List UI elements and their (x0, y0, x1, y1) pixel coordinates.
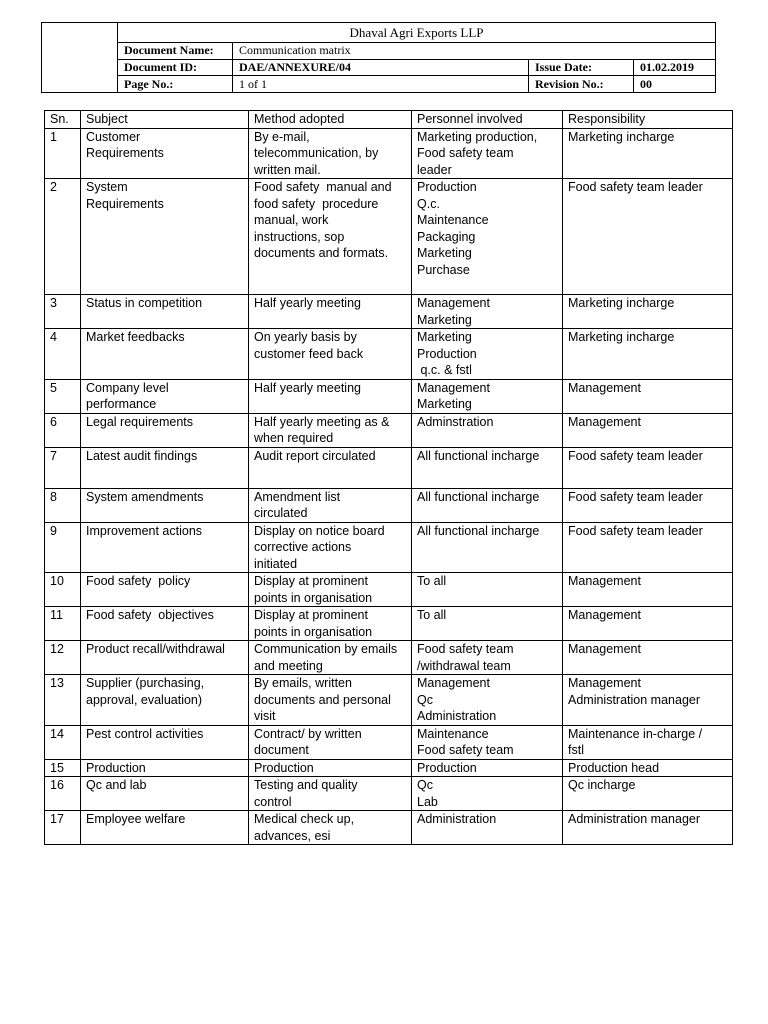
cell-text-line: Purchase (417, 262, 470, 277)
cell-personnel (412, 777, 563, 811)
cell-responsibility (563, 329, 733, 380)
cell-text-line: Half yearly meeting (254, 380, 361, 395)
cell-text-line: Display at prominent (254, 574, 368, 588)
cell-responsibility (563, 522, 733, 573)
cell-text-line: All functional incharge (417, 489, 540, 504)
cell-subject (81, 128, 249, 179)
cell-text-line: On yearly basis by (254, 330, 357, 344)
table-row (45, 447, 733, 488)
cell-text-line: Management (417, 380, 490, 395)
cell-text-line: Management (568, 574, 641, 588)
cell-responsibility (563, 675, 733, 726)
cell-method (249, 675, 412, 726)
cell-personnel (412, 488, 563, 522)
cell-sn: 7 (45, 447, 81, 488)
table-row (45, 488, 733, 522)
cell-text-line: Audit report circulated (254, 448, 376, 463)
cell-text-line: documents and formats. (254, 246, 389, 260)
cell-text-line: Latest audit findings (86, 448, 198, 463)
cell-text-line: Administration manager (568, 812, 701, 826)
cell-text-line: Food safety team leader (568, 523, 703, 538)
document-name-value: Communication matrix (233, 42, 716, 59)
cell-text-line: Marketing (417, 397, 472, 411)
cell-sn: 1 (45, 128, 81, 179)
document-id-label: Document ID: (118, 59, 233, 76)
cell-text-line: Marketing (417, 246, 472, 260)
cell-responsibility (563, 607, 733, 641)
cell-subject (81, 488, 249, 522)
cell-personnel (412, 522, 563, 573)
cell-text-line: corrective actions (254, 540, 352, 554)
cell-responsibility (563, 128, 733, 179)
cell-responsibility (563, 413, 733, 447)
cell-sn: 9 (45, 522, 81, 573)
cell-text-line: Lab (417, 794, 438, 809)
page-no-value: 1 of 1 (233, 76, 529, 93)
cell-sn: 14 (45, 725, 81, 759)
revision-no-label: Revision No.: (529, 76, 634, 93)
cell-responsibility (563, 295, 733, 329)
cell-method (249, 488, 412, 522)
cell-personnel (412, 179, 563, 295)
cell-text-line: Maintenance in-charge / (568, 726, 703, 741)
cell-text-line: Marketing incharge (568, 330, 675, 344)
cell-method (249, 295, 412, 329)
cell-text-line: Food safety objectives (86, 608, 214, 622)
cell-text-line: written mail. (254, 162, 321, 177)
cell-text-line: manual, work (254, 213, 329, 227)
cell-text-line: Half yearly meeting (254, 296, 361, 310)
cell-subject (81, 179, 249, 295)
cell-personnel (412, 811, 563, 845)
column-header-method: Method adopted (249, 111, 412, 129)
cell-subject (81, 329, 249, 380)
cell-subject (81, 379, 249, 413)
table-row (45, 675, 733, 726)
cell-personnel (412, 759, 563, 777)
cell-text-line: visit (254, 709, 276, 723)
communication-matrix-table (44, 110, 733, 845)
cell-text-line: Production (417, 180, 477, 194)
cell-text-line: To all (417, 608, 447, 622)
cell-sn: 16 (45, 777, 81, 811)
cell-personnel (412, 725, 563, 759)
cell-text-line: Maintenance (417, 213, 489, 227)
cell-text-line: Food safety policy (86, 574, 191, 588)
issue-date-label: Issue Date: (529, 59, 634, 76)
document-id-value: DAE/ANNEXURE/04 (233, 59, 529, 76)
cell-text-line: advances, esi (254, 828, 331, 843)
document-name-label: Document Name: (118, 42, 233, 59)
cell-personnel (412, 447, 563, 488)
cell-text-line: Management (417, 676, 490, 690)
table-row (45, 811, 733, 845)
cell-text-line: Qc and lab (86, 778, 147, 792)
cell-responsibility (563, 811, 733, 845)
cell-method (249, 329, 412, 380)
cell-text-line: Marketing production, (417, 129, 538, 144)
column-header-responsibility: Responsibility (563, 111, 733, 129)
cell-responsibility (563, 179, 733, 295)
cell-subject (81, 573, 249, 607)
cell-text-line: Qc (417, 692, 433, 707)
cell-text-line: Food safety team (417, 642, 514, 656)
cell-text-line: Contract/ by written (254, 726, 362, 741)
cell-sn: 5 (45, 379, 81, 413)
cell-method (249, 725, 412, 759)
table-row (45, 295, 733, 329)
company-name: Dhaval Agri Exports LLP (118, 23, 716, 43)
cell-sn: 17 (45, 811, 81, 845)
cell-method (249, 379, 412, 413)
table-row (45, 725, 733, 759)
cell-text-line: Management (568, 380, 641, 395)
cell-text-line: Production (417, 760, 477, 775)
cell-method (249, 607, 412, 641)
cell-personnel (412, 573, 563, 607)
table-body (45, 128, 733, 845)
cell-text-line: Q.c. (417, 196, 440, 211)
table-row (45, 128, 733, 179)
cell-subject (81, 725, 249, 759)
cell-text-line: Production head (568, 760, 660, 775)
cell-text-line: Production (417, 346, 477, 361)
cell-sn: 6 (45, 413, 81, 447)
cell-text-line: Pest control activities (86, 726, 204, 741)
cell-text-line: Production (86, 760, 146, 775)
cell-text-line: Medical check up, (254, 812, 355, 826)
cell-subject (81, 641, 249, 675)
cell-personnel (412, 295, 563, 329)
cell-text-line: Display at prominent (254, 608, 368, 622)
cell-method (249, 573, 412, 607)
cell-personnel (412, 607, 563, 641)
issue-date-value: 01.02.2019 (634, 59, 716, 76)
table-row (45, 573, 733, 607)
cell-method (249, 128, 412, 179)
cell-sn: 4 (45, 329, 81, 380)
cell-personnel (412, 675, 563, 726)
cell-text-line: points in organisation (254, 624, 373, 639)
cell-text-line: /withdrawal team (417, 658, 511, 673)
table-row (45, 329, 733, 380)
table-row (45, 777, 733, 811)
cell-method (249, 811, 412, 845)
cell-sn: 8 (45, 488, 81, 522)
document-header (41, 22, 716, 93)
cell-method (249, 447, 412, 488)
table-header-row (45, 111, 733, 129)
cell-text-line: Marketing (417, 330, 472, 344)
cell-method (249, 759, 412, 777)
column-header-subject: Subject (81, 111, 249, 129)
cell-method (249, 777, 412, 811)
cell-text-line: By e-mail, (254, 129, 310, 144)
cell-text-line: when required (254, 431, 334, 445)
cell-text-line: Management (417, 296, 490, 310)
table-row (45, 413, 733, 447)
cell-text-line: Administration manager (568, 692, 701, 707)
cell-text-line: Food safety team leader (568, 448, 703, 463)
cell-sn: 10 (45, 573, 81, 607)
cell-text-line: Marketing (417, 312, 472, 327)
cell-sn: 11 (45, 607, 81, 641)
cell-text-line: All functional incharge (417, 523, 540, 538)
cell-text-line: Testing and quality (254, 778, 358, 792)
cell-text-line: Food safety manual and (254, 180, 392, 194)
cell-method (249, 522, 412, 573)
cell-responsibility (563, 573, 733, 607)
table-row (45, 522, 733, 573)
cell-text-line: points in organisation (254, 590, 373, 605)
cell-text-line: Half yearly meeting as & (254, 414, 390, 429)
cell-text-line: fstl (568, 743, 584, 757)
cell-text-line: Marketing incharge (568, 129, 675, 144)
cell-personnel (412, 413, 563, 447)
cell-text-line: control (254, 794, 292, 809)
cell-sn: 3 (45, 295, 81, 329)
cell-subject (81, 413, 249, 447)
cell-text-line: Management (568, 676, 641, 690)
cell-text-line: Supplier (purchasing, (86, 676, 205, 690)
cell-text-line: q.c. & fstl (417, 363, 472, 377)
cell-text-line: Status in competition (86, 296, 203, 310)
cell-text-line: Qc (417, 778, 433, 792)
cell-subject (81, 522, 249, 573)
cell-subject (81, 295, 249, 329)
column-header-sn: Sn. (45, 111, 81, 129)
cell-text-line: Display on notice board (254, 523, 385, 538)
table-row (45, 759, 733, 777)
cell-method (249, 413, 412, 447)
cell-personnel (412, 641, 563, 675)
cell-text-line: By emails, written (254, 676, 352, 690)
cell-text-line: approval, evaluation) (86, 692, 203, 707)
cell-text-line: All functional incharge (417, 448, 540, 463)
cell-text-line: documents and personal (254, 692, 391, 707)
cell-text-line: Management (568, 608, 641, 622)
cell-sn: 15 (45, 759, 81, 777)
cell-sn: 13 (45, 675, 81, 726)
cell-text-line: Customer (86, 129, 141, 144)
cell-text-line: Management (568, 414, 641, 429)
cell-text-line: Amendment list (254, 489, 341, 504)
cell-method (249, 641, 412, 675)
cell-method (249, 179, 412, 295)
cell-text-line: Employee welfare (86, 812, 186, 826)
cell-text-line: Requirements (86, 146, 164, 160)
column-header-personnel: Personnel involved (412, 111, 563, 129)
cell-subject (81, 675, 249, 726)
cell-subject (81, 607, 249, 641)
cell-text-line: To all (417, 574, 447, 588)
cell-text-line: performance (86, 397, 157, 411)
cell-personnel (412, 128, 563, 179)
cell-text-line: and meeting (254, 658, 323, 673)
cell-text-line: Food safety team leader (568, 489, 703, 504)
cell-subject (81, 777, 249, 811)
logo-placeholder (42, 23, 118, 93)
cell-text-line: food safety procedure (254, 196, 379, 211)
cell-text-line: leader (417, 162, 452, 177)
cell-text-line: telecommunication, by (254, 146, 379, 160)
page-no-label: Page No.: (118, 76, 233, 93)
cell-text-line: Management (568, 642, 641, 656)
cell-text-line: document (254, 743, 309, 757)
cell-responsibility (563, 488, 733, 522)
cell-text-line: Product recall/withdrawal (86, 642, 225, 656)
cell-responsibility (563, 641, 733, 675)
cell-sn: 12 (45, 641, 81, 675)
cell-text-line: Administration (417, 709, 497, 723)
cell-text-line: Food safety team leader (568, 180, 703, 194)
cell-text-line: Administration (417, 812, 497, 826)
table-row (45, 607, 733, 641)
cell-text-line: Marketing incharge (568, 296, 675, 310)
cell-responsibility (563, 759, 733, 777)
cell-subject (81, 759, 249, 777)
cell-personnel (412, 379, 563, 413)
cell-text-line: Requirements (86, 196, 164, 211)
cell-text-line: Maintenance (417, 726, 489, 741)
cell-text-line: Communication by emails (254, 642, 398, 656)
cell-subject (81, 811, 249, 845)
cell-text-line: Food safety team (417, 743, 514, 757)
cell-responsibility (563, 447, 733, 488)
cell-text-line: Adminstration (417, 414, 494, 429)
cell-responsibility (563, 777, 733, 811)
cell-text-line: System (86, 180, 128, 194)
table-row (45, 179, 733, 295)
cell-text-line: instructions, sop (254, 229, 345, 244)
cell-responsibility (563, 725, 733, 759)
table-row (45, 379, 733, 413)
cell-responsibility (563, 379, 733, 413)
cell-text-line: Food safety team (417, 146, 514, 160)
cell-text-line: Market feedbacks (86, 330, 185, 344)
cell-text-line: Company level (86, 380, 169, 395)
cell-text-line: initiated (254, 556, 298, 571)
cell-text-line: Legal requirements (86, 414, 194, 429)
cell-text-line: System amendments (86, 489, 204, 504)
cell-subject (81, 447, 249, 488)
cell-personnel (412, 329, 563, 380)
cell-text-line: customer feed back (254, 346, 364, 361)
cell-sn: 2 (45, 179, 81, 295)
cell-text-line: Improvement actions (86, 523, 203, 538)
revision-no-value: 00 (634, 76, 716, 93)
cell-text-line: Packaging (417, 229, 476, 244)
cell-text-line: Qc incharge (568, 778, 636, 792)
table-row (45, 641, 733, 675)
cell-text-line: Production (254, 760, 314, 775)
cell-text-line: circulated (254, 506, 308, 520)
